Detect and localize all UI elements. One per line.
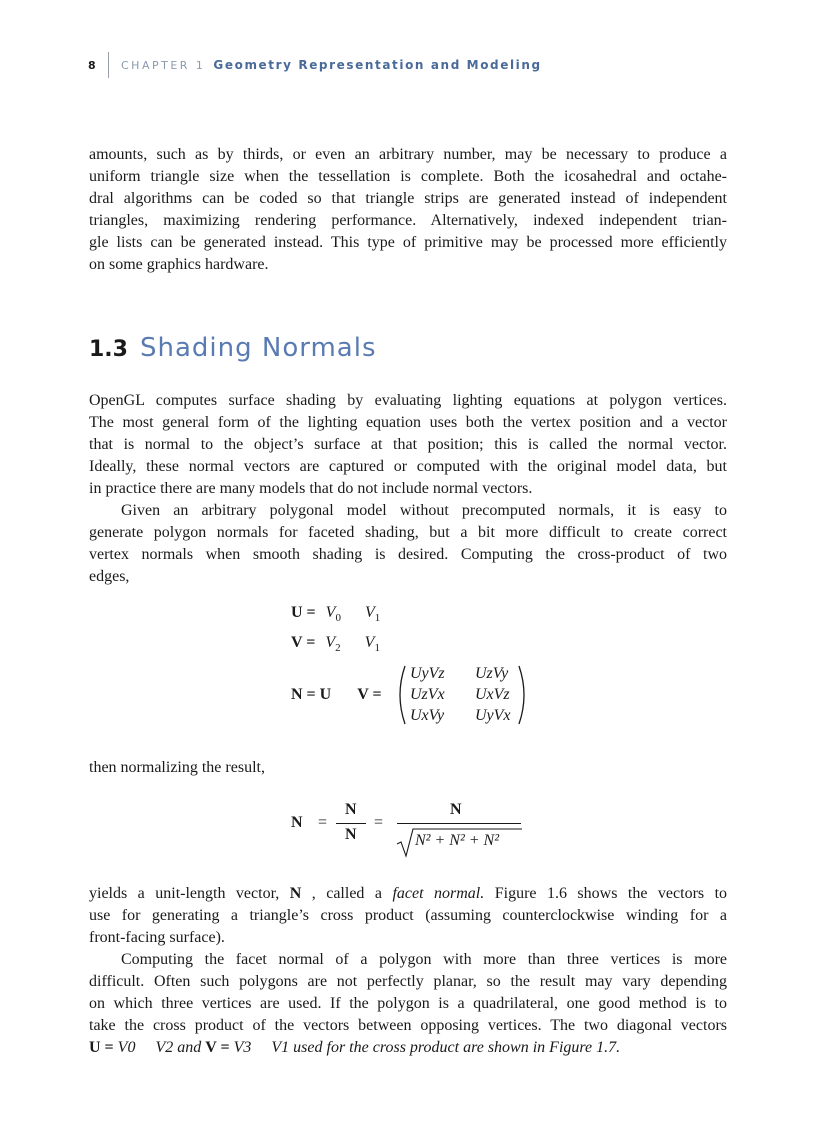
text-line: front-facing surface). [89,929,225,946]
text-line: amounts, such as by thirds, or even an arbitrary number, may be necessary to produce a [89,146,727,163]
paragraph-normalizing [89,757,727,779]
text-line: generate polygon normals for faceted shading, but a bit more difficult to create correct [89,524,727,541]
normalize-radicand: N² + N² + N² [415,832,499,849]
paragraph-polygon-normals [89,500,727,588]
running-header [88,55,542,75]
text-line: difficult. Often such polygons are not perfectly planar, so the result may vary depending [89,973,727,990]
matrix-cell: UzVy [475,665,509,682]
text-line: that is normal to the object’s surface at that position; this is called the normal vector. [89,436,727,453]
equation-n-cross: N = U V = [291,686,382,703]
header-divider [108,52,109,78]
paragraph-facet-normal [89,883,727,949]
section-heading [89,333,377,363]
text-line: U = V0 V2 and V = V3 V1 used for the cross product are shown in Figure 1.7. [89,1039,621,1056]
normalize-equals: = [374,814,384,831]
fraction-bar [336,823,366,824]
text-line: use for generating a triangle’s cross product (assuming counterclockwise winding for a [89,907,727,924]
text-line: gle lists can be generated instead. This type of primitive may be processed more efficiently [89,234,727,251]
chapter-label: CHAPTER 1 [121,58,206,72]
fraction-bar [397,823,521,824]
text-line: then normalizing the result, [89,759,265,776]
equation-v: $V = V_2$ $V_1$ [291,634,380,655]
normalize-lhs: N [291,814,303,831]
text-line: in practice there are many models that do not include normal vectors. [89,480,533,497]
text-line: edges, [89,568,130,585]
text-line: Given an arbitrary polygonal model without precomputed normals, it is easy to [121,502,727,519]
normalize-equals: = [318,814,328,831]
equation-u: $U = V_0$ $V_1$ [291,604,381,625]
matrix-cell: UyVz [410,665,445,682]
page-number: 8 [88,58,96,72]
section-title: Shading Normals [139,333,377,363]
normalize-numerator: N [450,801,462,818]
matrix-cell: UxVz [475,686,510,703]
text-line: yields a unit-length vector, N , called a facet normal. Figure 1.6 shows the vectors to [89,885,728,902]
paragraph-opengl-shading [89,390,727,500]
text-line: on some graphics hardware. [89,256,269,273]
text-line: vertex normals when smooth shading is desired. Computing the cross-product of two [89,546,727,563]
matrix-cell: UxVy [410,707,445,724]
text-line: triangles, maximizing rendering performance. Alternatively, indexed independent trian- [89,212,727,229]
text-line: OpenGL computes surface shading by evaluating lighting equations at polygon vertices. [89,392,727,409]
text-line: dral algorithms can be coded so that triangle strips are generated instead of independent [89,190,727,207]
paragraph-polygon-quad [89,949,727,1059]
normalize-denominator: N [345,826,357,843]
section-number: 1.3 [89,337,128,362]
matrix-cell: UyVx [475,707,511,724]
text-line: uniform triangle size when the tessellation is complete. Both the icosahedral and octahe- [89,168,727,185]
text-line: take the cross product of the vectors between opposing vertices. The two diagonal vectors [89,1017,727,1034]
text-line: Ideally, these normal vectors are captured or computed with the original model data, but [89,458,727,475]
text-line: The most general form of the lighting equation uses both the vertex position and a vector [89,414,727,431]
text-line: on which three vertices are used. If the polygon is a quadrilateral, one good method is to [89,995,727,1012]
paragraph-tessellation [89,144,727,276]
normalize-numerator: N [345,801,357,818]
matrix-cell: UzVx [410,686,445,703]
text-line: Computing the facet normal of a polygon with more than three vertices is more [121,951,727,968]
chapter-title: Geometry Representation and Modeling [213,58,542,72]
